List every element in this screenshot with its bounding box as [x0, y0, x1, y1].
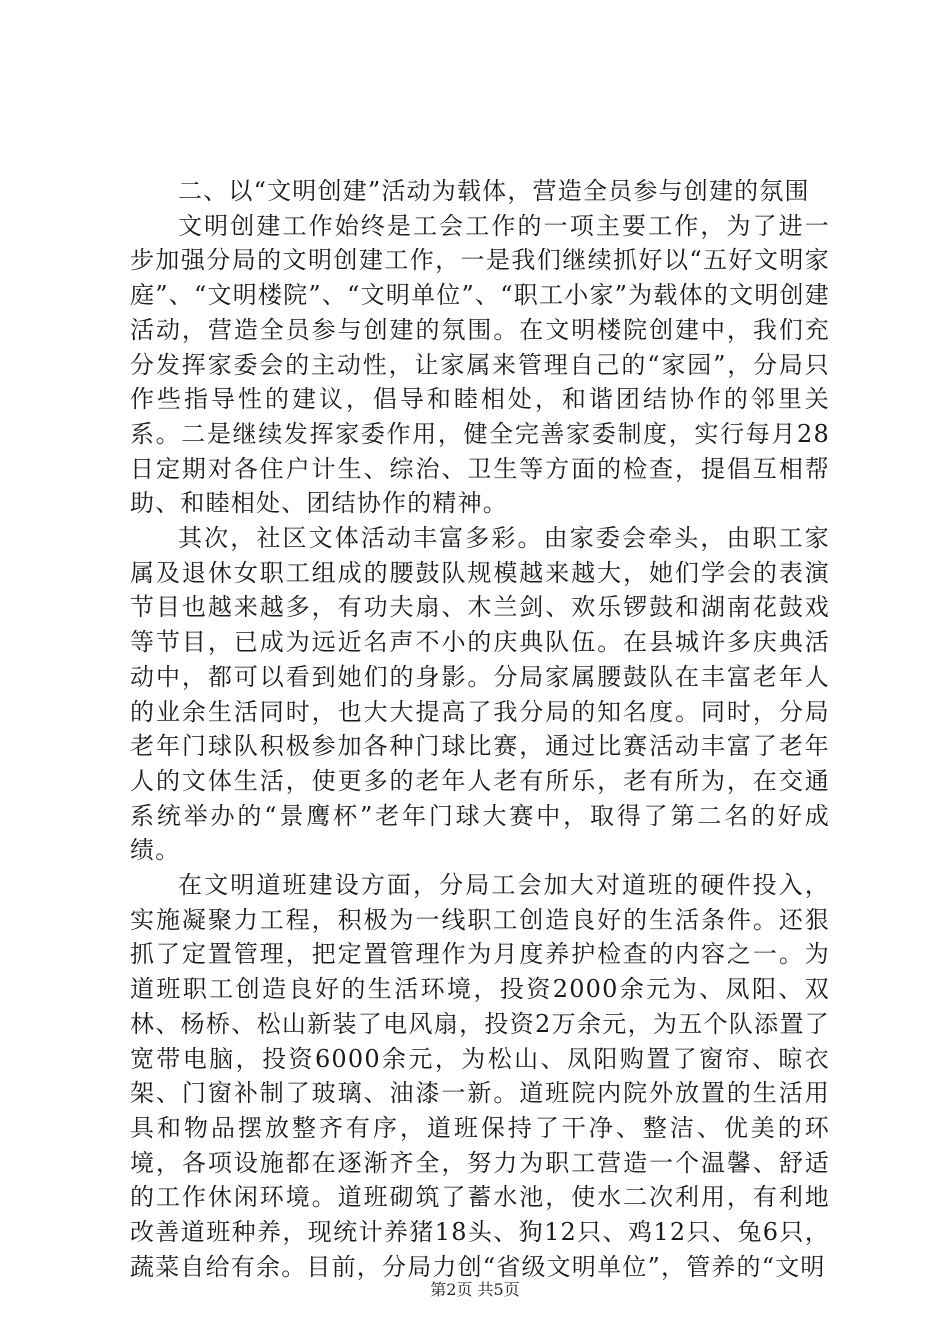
- paragraph-road-team-construction: 在文明道班建设方面，分局工会加大对道班的硬件投入，实施凝聚力工程，积极为一线职工创造良好的生活条件。还狠抓了定置管理，把定置管理作为月度养护检查的内容之一。为道班职工创造良好的生活环境，投资2000余元为、凤阳、双林、杨桥、松山新装了电风扇，投资2万余元，为五个队添置了宽带电脑，投资6000余元，为松山、凤阳购置了窗帘、晾衣架、门窗补制了玻璃、油漆一新。道班院内院外放置的生活用具和物品摆放整齐有序，道班保持了干净、整洁、优美的环境，各项设施都在逐渐齐全，努力为职工营造一个温馨、舒适的工作休闲环境。道班砌筑了蓄水池，使水二次利用，有利地改善道班种养，现统计养猪18头、狗12只、鸡12只、兔6只，蔬菜自给有余。目前，分局力创“省级文明单位”，管养的“文明: [130, 871, 830, 1281]
- page-number-footer: 第2页 共5页: [430, 1280, 520, 1299]
- paragraph-community-activities: 其次，社区文体活动丰富多彩。由家委会牵头，由职工家属及退休女职工组成的腰鼓队规模越来越大，她们学会的表演节目也越来越多，有功夫扇、木兰剑、欢乐锣鼓和湖南花鼓戏等节目，已成为远近名声不小的庆典队伍。在县城许多庆典活动中，都可以看到她们的身影。分局家属腰鼓队在丰富老年人的业余生活同时，也大大提高了我分局的知名度。同时，分局老年门球队积极参加各种门球比赛，通过比赛活动丰富了老年人的文体生活，使更多的老年人老有所乐，老有所为，在交通系统举办的“景鹰杯”老年门球大赛中，取得了第二名的好成绩。: [130, 524, 830, 865]
- document-body: [130, 174, 830, 1285]
- section-heading: 二、以“文明创建”活动为载体，营造全员参与创建的氛围: [178, 177, 810, 205]
- paragraph-civilization-creation: 文明创建工作始终是工会工作的一项主要工作，为了进一步加强分局的文明创建工作，一是我们继续抓好以“五好文明家庭”、“文明楼院”、“文明单位”、“职工小家”为载体的文明创建活动，营造全员参与创建的氛围。在文明楼院创建中，我们充分发挥家委会的主动性，让家属来管理自己的“家园”，分局只作些指导性的建议，倡导和睦相处，和谐团结协作的邻里关系。二是继续发挥家委作用，健全完善家委制度，实行每月28日定期对各住户计生、综治、卫生等方面的检查，提倡互相帮助、和睦相处、团结协作的精神。: [130, 211, 830, 518]
